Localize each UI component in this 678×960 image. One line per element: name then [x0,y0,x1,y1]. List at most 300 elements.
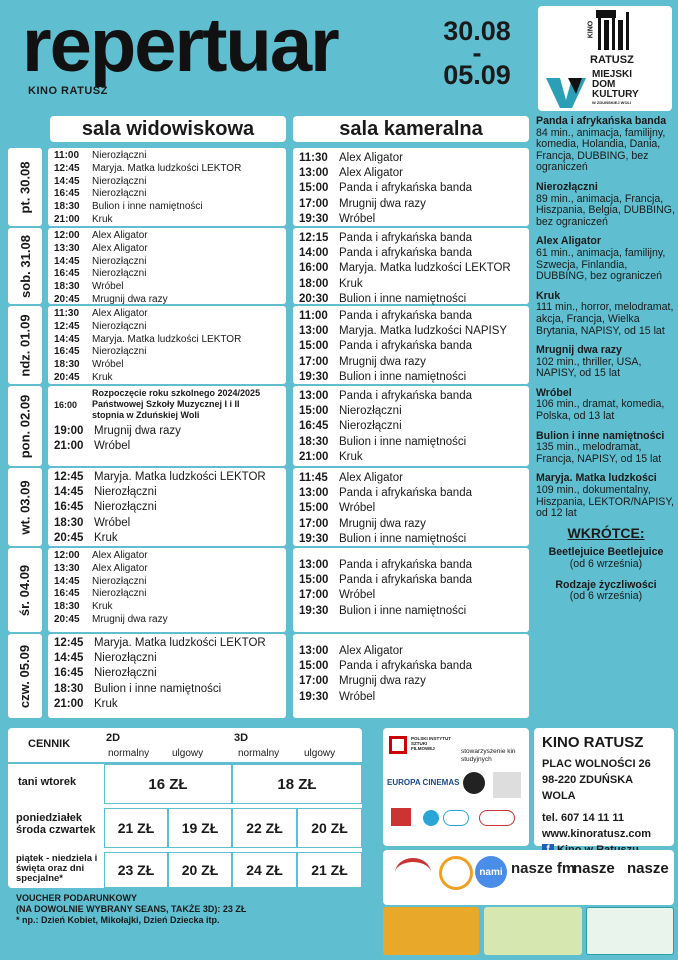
screenings-kameralna [293,148,529,226]
screening-title: Mrugnij dwa razy [339,517,426,530]
screening-title: Alex Aligator [92,550,148,561]
soon-film-date: (od 6 września) [569,590,643,603]
voucher-line-1: VOUCHER PODARUNKOWY [16,893,138,903]
screening-title: Maryja. Matka ludzkości LEKTOR [94,637,266,649]
date-range [432,16,522,90]
screening-title: Alex Aligator [339,167,403,180]
screening-time: 11:30 [54,308,80,319]
film-name: Mrugnij dwa razy [536,344,622,357]
day-label [8,548,42,632]
screening-title: Mrugnij dwa razy [339,675,426,688]
logo-mdk-2: DOM [592,79,616,90]
screening-time: 21:00 [299,450,329,463]
screening-title: Panda i afrykańska banda [339,232,472,244]
price-cell-weekend-2d-normal: 23 ZŁ [104,852,168,888]
screening-time: 12:45 [54,471,84,483]
coigdzie-logo-icon [443,810,469,826]
film-details: 102 min., thriller, USA, NAPISY, od 15 lat [536,355,642,380]
radio-logo-icon [439,856,473,890]
screening-row[interactable] [299,370,523,385]
screening-time: 12:00 [54,230,80,241]
screening-row[interactable] [299,246,523,261]
screening-time: 17:00 [299,355,329,368]
screening-row[interactable] [299,151,523,166]
screening-row[interactable] [299,197,523,212]
contact-box [534,728,674,846]
screening-row[interactable] [54,614,280,627]
film-name: Wróbel [536,386,572,399]
screening-row[interactable] [54,281,280,294]
screening-time: 19:00 [54,425,84,437]
screening-title: Panda i afrykańska banda [339,247,472,260]
screening-time: 21:00 [54,697,84,710]
screening-row[interactable] [54,697,280,712]
screening-title: Nierozłączni [339,420,402,433]
voucher-line-3: * np.: Dzień Kobiet, Mikołajki, Dzień Dziecka itp. [16,915,220,925]
screening-row[interactable] [299,558,523,573]
day-label [8,228,42,304]
price-cell-weekend-3d-normal: 24 ZŁ [232,852,297,888]
screening-time: 21:00 [54,440,84,453]
screening-title: Bulion i inne namiętności [339,370,467,383]
screening-time: 12:00 [54,550,80,561]
screening-row[interactable] [54,588,280,601]
screening-time: 13:00 [299,645,329,657]
day-label-text: śr. 04.09 [17,564,33,616]
screening-title: Alex Aligator [92,242,148,254]
screening-time: 13:30 [54,242,80,254]
screening-time: 18:30 [54,359,80,371]
screening-title: Alex Aligator [92,230,148,241]
screening-row[interactable] [54,201,280,214]
day-label-text: ndz. 01.09 [17,313,33,377]
day-label [8,386,42,466]
screening-title: Panda i afrykańska banda [339,390,472,402]
film-name: Maryja. Matka ludzkości [536,472,657,485]
screening-time: 18:30 [54,281,80,293]
screening-row[interactable] [54,666,280,681]
screening-row[interactable] [299,486,523,501]
screening-time: 17:00 [299,589,329,602]
screening-row[interactable] [54,321,280,334]
price-cell-weekend-3d-reduced: 21 ZŁ [297,852,362,888]
screening-title: Nierozłączni [92,346,147,358]
screening-row[interactable] [54,163,280,176]
price-cell-mwt-3d-normal: 22 ZŁ [232,808,297,848]
price-row-label-2: poniedziałek środa czwartek [16,812,96,836]
screening-time: 11:00 [299,310,328,322]
screening-row[interactable] [54,346,280,359]
screening-row[interactable] [299,659,523,674]
film-details: 135 min., melodramat, Francja, NAPISY, od 15 lat [536,441,662,465]
film-details: 84 min., animacja, familijny, komedia, Holandia, Dania, Francja, DUBBING, bez ograniczeń [536,126,666,174]
partner-logos [383,728,529,846]
screening-row[interactable] [299,166,523,181]
screening-title: Panda i afrykańska banda [339,487,472,500]
screening-title: Nierozłączni [94,667,157,680]
screening-time: 20:45 [54,531,84,544]
screening-time: 18:30 [54,601,80,613]
screening-time: 12:45 [54,637,84,649]
screening-title: Panda i afrykańska banda [339,340,472,353]
screening-time: 19:30 [299,690,329,703]
screening-row[interactable] [299,471,523,486]
screening-time: 14:45 [54,575,80,587]
screening-row[interactable] [54,256,280,269]
contact-web[interactable]: www.kinoratusz.com [542,828,652,840]
bicycle-image [383,907,479,955]
screening-title: Alex Aligator [339,472,403,484]
price-cell-mwt-2d-reduced: 19 ZŁ [168,808,232,848]
screening-row[interactable] [54,308,280,321]
day-label-text: pt. 30.08 [17,160,33,214]
screening-time: 12:45 [54,162,80,174]
screening-row[interactable] [54,500,280,515]
screenings-kameralna [293,306,529,384]
screening-time: 17:00 [299,675,329,688]
price-3d-normal: normalny [238,748,280,759]
screening-title: Kruk [92,371,113,383]
screening-time: 18:30 [54,682,84,695]
day-label-text: pon. 02.09 [17,394,33,458]
screening-time: 16:45 [54,667,84,680]
screening-time: 11:00 [54,150,80,161]
nami-logo: nami [475,856,507,888]
screening-row[interactable] [299,231,523,246]
logo-mdk-3: KULTURY [592,89,639,100]
film-name: Nierozłączni [536,180,598,193]
screening-row[interactable] [299,292,523,307]
screening-time: 18:00 [299,277,329,290]
screening-title: Wróbel [339,589,376,602]
screening-time: 12:45 [54,320,80,332]
screening-row[interactable] [299,450,523,465]
screening-row[interactable] [299,277,523,292]
screening-title: Maryja. Matka ludzkości LEKTOR [94,471,266,483]
price-3d-reduced: ulgowy [304,748,336,759]
screening-row[interactable] [54,150,280,163]
hall-header-widowiskowa: sala widowiskowa [50,116,286,142]
screening-time: 17:00 [299,197,329,210]
soon-item [536,547,676,570]
screening-title: Nierozłączni [92,188,147,200]
screenings-kameralna [293,468,529,546]
screening-row[interactable] [299,644,523,659]
nasze-logo-2: nasze [627,860,669,877]
screening-time: 14:00 [299,247,329,260]
pisf-logo-icon [389,736,407,754]
screening-title: Bulion i inne namiętności [339,604,467,617]
screening-title: Kruk [94,531,118,544]
special-event [54,388,280,421]
screening-title: Nierozłączni [339,405,402,418]
screening-time: 13:30 [54,562,80,574]
film-details: 89 min., animacja, Francja, Hiszpania, Belgia, DUBBING, bez ograniczeń [536,192,675,228]
price-2d-reduced: ulgowy [172,748,204,759]
screenings-widowiskowa [48,228,286,304]
screening-time: 13:00 [299,487,329,500]
screening-row[interactable] [299,419,523,434]
screening-time: 19:30 [299,604,329,617]
screening-title: Kruk [339,450,363,463]
screening-row[interactable] [299,324,523,339]
screening-row[interactable] [54,651,280,666]
screenings-widowiskowa [48,386,286,466]
film-details: 109 min., dokumentalny, Hiszpania, LEKTOR/NAPISY, od 12 lat [536,484,674,520]
screening-title: Kruk [92,213,113,225]
screening-title: Alex Aligator [339,645,403,657]
screening-row[interactable] [54,470,280,485]
screening-row[interactable] [54,516,280,531]
screening-row[interactable] [299,532,523,547]
screenings-widowiskowa [48,148,286,226]
screening-row[interactable] [54,230,280,243]
screenings-widowiskowa [48,634,286,718]
screening-row[interactable] [299,501,523,516]
price-row-label-1: tani wtorek [18,776,77,788]
screening-row[interactable] [299,588,523,603]
screening-title: Mrugnij dwa razy [94,425,181,437]
film-entry [536,431,676,466]
screening-time: 20:45 [54,613,80,625]
logo-mdk-4: W ZDUŃSKIEJ WOLI [592,100,632,105]
screening-row[interactable] [299,212,523,227]
screening-title: Wróbel [92,281,124,293]
screening-title: Wróbel [92,359,124,371]
screenings-kameralna [293,386,529,466]
screening-time: 15:00 [299,340,329,353]
screening-time: 16:45 [54,588,80,600]
price-cell-mwt-2d-normal: 21 ZŁ [104,808,168,848]
date-from: 30.08 [443,16,511,46]
screenings-kameralna [293,228,529,304]
screening-row[interactable] [299,355,523,370]
screening-title: Bulion i inne namiętności [339,435,467,448]
screening-title: Alex Aligator [92,562,148,574]
screening-title: Bulion i inne namiętności [94,682,222,695]
screening-time: 14:45 [54,333,80,345]
screening-title: Mrugnij dwa razy [92,293,168,305]
zk-media-logo-icon [395,858,431,888]
screening-title: Nierozłączni [94,652,157,665]
screening-row[interactable] [54,188,280,201]
screening-row[interactable] [299,604,523,619]
screening-title: Alex Aligator [92,308,148,319]
logo-ratusz: RATUSZ [590,54,634,66]
soon-film-date: (od 6 września) [569,558,643,570]
screening-row[interactable] [299,404,523,419]
date-dash: - [472,38,482,68]
screening-title: Bulion i inne namiętności [339,292,467,305]
screening-title: Nierozłączni [92,255,147,267]
screening-row[interactable] [54,268,280,281]
screening-title: Mrugnij dwa razy [339,355,426,368]
screening-row[interactable] [54,636,280,651]
screening-row[interactable] [54,439,280,454]
kino-ratusz-logo [538,6,672,111]
screening-row[interactable] [54,550,280,563]
screening-title: Nierozłączni [92,588,147,600]
voucher-info [16,893,246,926]
film-name: Bulion i inne namiętności [536,429,665,442]
screening-row[interactable] [54,294,280,307]
ssk-logo-text: stowarzyszenie kin studyjnych [461,748,516,763]
screening-title: Alex Aligator [339,152,403,164]
logo-mdk-1: MIEJSKI [592,69,633,80]
screening-row[interactable] [54,372,280,385]
screening-row[interactable] [54,214,280,227]
day-label [8,148,42,226]
day-label [8,634,42,718]
film-details: 106 min., dramat, komedia, Polska, od 13 lat [536,398,665,423]
screening-time: 15:00 [299,660,329,673]
screening-row[interactable] [54,176,280,189]
screening-row[interactable] [299,389,523,404]
screening-time: 12:15 [299,232,329,244]
screening-time: 13:00 [299,325,329,338]
screening-title: Nierozłączni [92,175,147,187]
screening-row[interactable] [299,674,523,689]
screening-time: 19:30 [299,532,329,545]
day-label-text: czw. 05.09 [17,644,33,708]
film-entry [536,182,676,228]
screening-row[interactable] [54,485,280,500]
screening-row[interactable] [54,531,280,546]
screening-row[interactable] [299,573,523,588]
screening-time: 14:45 [54,255,80,267]
screening-time: 11:30 [299,152,328,164]
screening-row[interactable] [54,563,280,576]
screening-time: 20:45 [54,293,80,305]
screening-time: 21:00 [54,213,80,225]
screening-time: 16:45 [54,501,84,514]
film-entry [536,116,676,174]
soon-item [536,580,676,603]
screening-row[interactable] [299,181,523,196]
screening-title: Maryja. Matka ludzkości LEKTOR [339,262,511,275]
screening-time: 15:00 [299,502,329,515]
film-name: Panda i afrykańska banda [536,115,667,127]
price-cell-tue-2d: 16 ZŁ [104,764,232,804]
screening-title: Maryja. Matka ludzkości NAPISY [339,325,508,338]
screening-row[interactable] [299,261,523,276]
screening-row[interactable] [54,576,280,589]
film-details: 61 min., animacja, familijny, Szwecja, Finlandia, DUBBING, bez ograniczeń [536,246,666,283]
page-subtitle: KINO RATUSZ [28,85,108,97]
screening-time: 16:45 [54,188,80,200]
screening-title: Nierozłączni [94,486,157,499]
screening-title: Bulion i inne namiętności [339,532,467,545]
screening-time: 19:30 [299,212,329,225]
film-entry [536,473,676,519]
screening-title: Panda i afrykańska banda [339,310,472,322]
film-entry [536,236,676,282]
screening-time: 13:00 [299,390,329,402]
nasze-logo-1: nasze [573,860,615,877]
screening-time: 14:45 [54,486,84,499]
screening-title: Panda i afrykańska banda [339,574,472,587]
price-cell-weekend-2d-reduced: 20 ZŁ [168,852,232,888]
screening-title: Bulion i inne namiętności [92,201,203,213]
portrait-logo-icon [463,772,485,794]
screening-time: 15:00 [299,574,329,587]
price-2d-normal: normalny [108,748,150,759]
screening-title: Wróbel [94,516,131,529]
screening-row[interactable] [54,682,280,697]
screening-row[interactable] [54,424,280,439]
screening-title: Panda i afrykańska banda [339,559,472,571]
screening-time: 18:30 [54,516,84,529]
film-entry [536,388,676,423]
screening-time: 17:00 [299,517,329,530]
screening-time: 13:00 [299,167,329,180]
screening-row[interactable] [54,334,280,347]
day-label-text: sob. 31.08 [17,234,33,298]
screening-row[interactable] [299,309,523,324]
screening-title: Maryja. Matka ludzkości LEKTOR [92,333,242,345]
price-heading: CENNIK [28,738,71,750]
screening-row[interactable] [299,517,523,532]
logo-kino: KINO [587,20,595,39]
pisf-logo-text: POLSKI INSTYTUT SZTUKI FILMOWEJ [411,736,452,751]
film-details: 111 min., horror, melodramat, akcja, Francja, Wielka Brytania, NAPISY, od 15 lat [536,301,674,337]
cojest-logo-icon [479,810,515,826]
screening-title: Kruk [94,697,118,710]
screening-time: 18:30 [54,201,80,213]
screening-row[interactable] [299,690,523,705]
screening-title: Maryja. Matka ludzkości LEKTOR [92,162,242,174]
screening-row[interactable] [299,435,523,450]
price-cell-mwt-3d-reduced: 20 ZŁ [297,808,362,848]
screening-title: Panda i afrykańska banda [339,660,472,673]
screening-time: 11:45 [299,472,328,484]
price-cell-tue-3d: 18 ZŁ [232,764,362,804]
screening-row[interactable] [54,359,280,372]
screenings-widowiskowa [48,306,286,384]
contact-city: 98-220 ZDUŃSKA WOLA [542,774,633,802]
screening-time: 14:45 [54,175,80,187]
co-logo-icon [423,810,439,826]
screening-time: 15:00 [299,182,329,195]
day-label [8,468,42,546]
screening-row[interactable] [54,601,280,614]
screenings-kameralna [293,634,529,718]
screening-time: 16:45 [54,268,80,280]
special-event-time: 16:00 [54,400,78,410]
media-partners [383,850,674,905]
europa-cinemas-logo: EUROPA CINEMAS [387,778,460,787]
date-to: 05.09 [443,60,511,90]
screenings-kameralna [293,548,529,632]
screening-row[interactable] [54,243,280,256]
screening-title: Nierozłączni [92,268,147,280]
screening-time: 20:30 [299,292,329,305]
contact-phone[interactable]: tel. 607 14 11 11 [542,812,624,824]
film-entry [536,291,676,337]
screening-title: Mrugnij dwa razy [92,613,168,625]
soon-heading: WKRÓTCE: [567,524,645,541]
screening-time: 19:30 [299,370,329,383]
screening-title: Mrugnij dwa razy [339,197,426,210]
kino-logo-icon [391,808,411,826]
podcast-logo-icon [493,772,521,798]
screening-title: Kruk [92,601,113,613]
soon-film-name: Rodzaje życzliwości [555,578,657,591]
contact-name: KINO RATUSZ [542,734,644,751]
screening-time: 16:00 [299,262,329,275]
screening-row[interactable] [299,339,523,354]
screening-time: 16:45 [54,346,80,358]
